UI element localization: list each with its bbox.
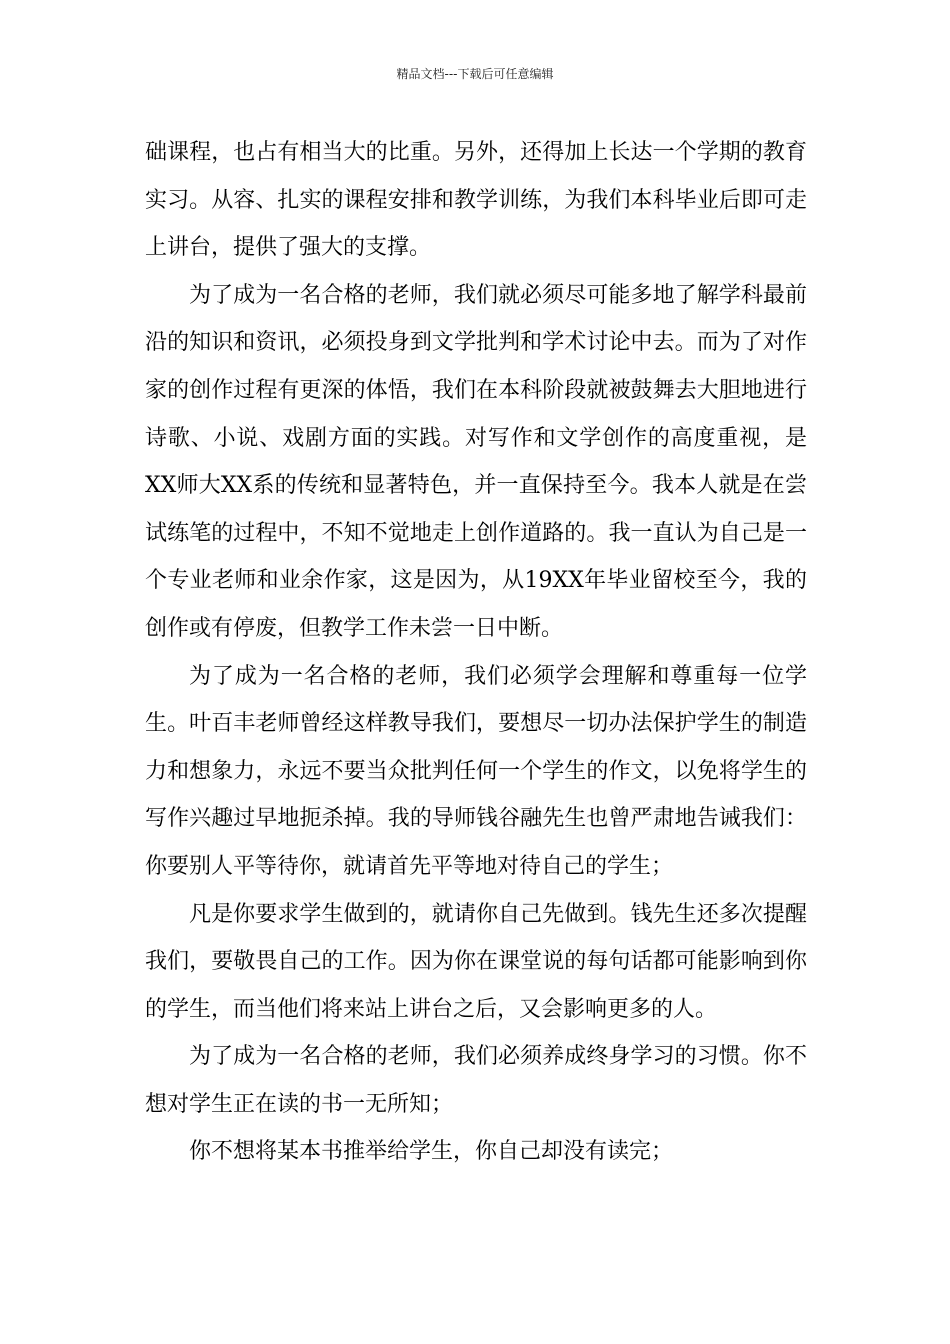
paragraph-1: 础课程，也占有相当大的比重。另外，还得加上长达一个学期的教育实习。从容、扎实的课程安排和教学训练，为我们本科毕业后即可走上讲台，提供了强大的支撑。 [145, 140, 807, 261]
paragraph-4: 凡是你要求学生做到的，就请你自己先做到。钱先生还多次提醒我们，要敬畏自己的工作。因为你在课堂说的每句话都可能影响到你的学生，而当他们将来站上讲台之后，又会影响更多的人。 [145, 901, 807, 1022]
paragraph-2: 为了成为一名合格的老师，我们就必须尽可能多地了解学科最前沿的知识和资讯，必须投身到文学批判和学术讨论中去。而为了对作家的创作过程有更深的体悟，我们在本科阶段就被鼓舞去大胆地进行诗歌、小说、戏剧方面的实践。对写作和文学创作的高度重视，是XX师大XX系的传统和显著特色，并一直保持至今。我本人就是在尝试练笔的过程中，不知不觉地走上创作道路的。我一直认为自己是一个专业老师和业余作家，这是因为，从19XX年毕业留校至今，我的创作或有停废，但教学工作未尝一日中断。 [145, 282, 807, 641]
paragraph-5: 为了成为一名合格的老师，我们必须养成终身学习的习惯。你不想对学生正在读的书一无所知； [145, 1044, 807, 1117]
paragraph-3: 为了成为一名合格的老师，我们必须学会理解和尊重每一位学生。叶百丰老师曾经这样教导我们，要想尽一切办法保护学生的制造力和想象力，永远不要当众批判任何一个学生的作文，以免将学生的写作兴趣过早地扼杀掉。我的导师钱谷融先生也曾严肃地告诫我们：你要别人平等待你，就请首先平等地对待自己的学生； [145, 663, 807, 879]
page-header: 精品文档---下载后可任意编辑 [396, 67, 554, 81]
document-body [145, 129, 807, 1176]
paragraph-6: 你不想将某本书推举给学生，你自己却没有读完； [189, 1139, 674, 1165]
